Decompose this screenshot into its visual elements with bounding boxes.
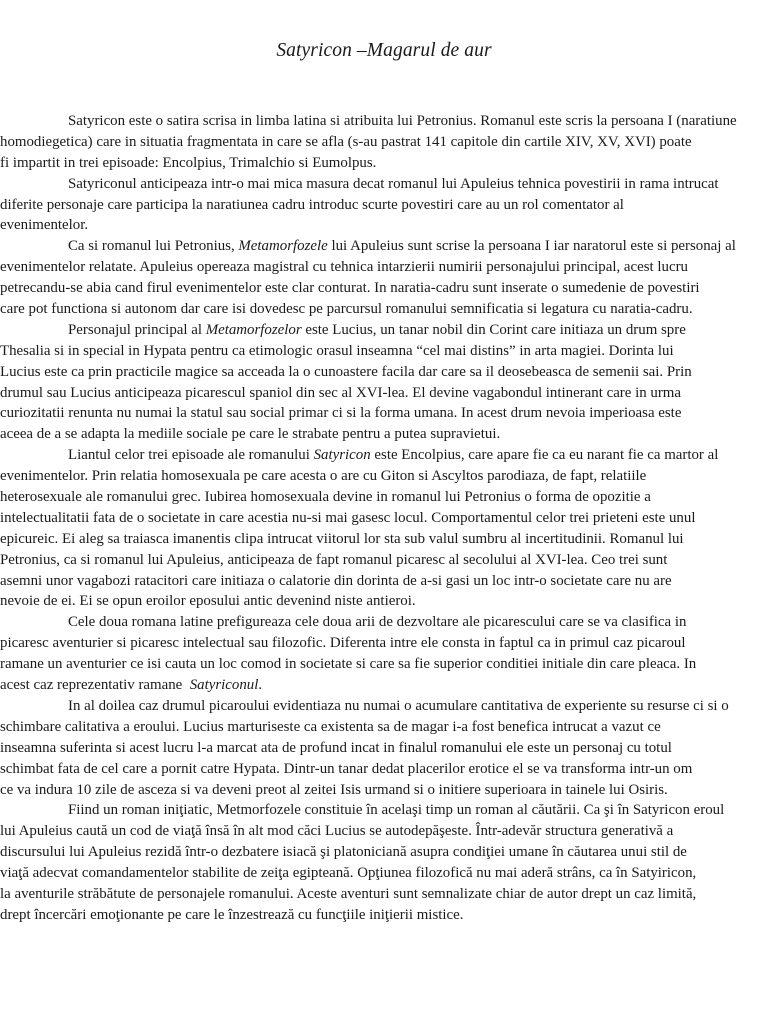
- text-line: [0, 738, 768, 759]
- line-text: drept încercări emoţionante pe care le înzestrează cu funcţiile iniţierii mistice.: [0, 906, 464, 923]
- document-title: Satyricon –Magarul de aur: [276, 40, 492, 61]
- text-line: [0, 299, 768, 320]
- line-text: ramane un aventurier ce isi cauta un loc comod in societate si care sa fie superior conditiei initiale din care pleaca. In: [0, 656, 697, 673]
- text-line: [62, 445, 768, 466]
- line-text: Fiind un roman iniţiatic, Metmorfozele constituie în acelaşi timp un roman al căutării. Ca şi în Satyricon eroul: [68, 802, 725, 819]
- line-text: In al doilea caz drumul picaroului evidentiaza nu numai o acumulare cantitativa de experiente su resurse ci si o: [68, 697, 729, 714]
- text-line: [0, 257, 768, 278]
- paragraph: [0, 236, 768, 320]
- line-text: este Lucius, un tanar nobil din Corint care initiaza un drum spre: [301, 321, 686, 338]
- text-line: [0, 550, 768, 571]
- line-text: acest caz reprezentativ ramane: [0, 677, 190, 694]
- text-line: [0, 905, 768, 926]
- line-text: evenimentelor.: [0, 217, 89, 234]
- line-text: Cele doua romana latine prefigureaza cele doua arii de dezvoltare ale picarescului care se va clasifica in: [68, 614, 687, 631]
- text-line: [0, 571, 768, 592]
- line-text: curiozitatii renunta nu numai la statul sau social primar ci si la forma umana. In acest drum nevoia imperioasa este: [0, 405, 682, 422]
- line-text: Satyricon este o satira scrisa in limba latina si atribuita lui Petronius. Romanul este scris la persoana I (naratiune: [68, 113, 737, 129]
- text-line: [62, 696, 768, 717]
- line-text: aceea de a se adapta la mediile sociale pe care le strabate pentru a putea supravietui.: [0, 426, 501, 443]
- text-line: [62, 612, 768, 633]
- line-text: nevoie de ei. Ei se opun eroilor eposului antic devenind niste antieroi.: [0, 593, 416, 610]
- line-text: fi impartit in trei episoade: Encolpius, Trimalchio si Eumolpus.: [0, 154, 377, 171]
- line-text: Lucius este ca prin practicile magice sa acceada la o cunoastere facila dar care sa il deosebeasca de semenii sai. Prin: [0, 363, 692, 380]
- text-line: [0, 403, 768, 424]
- line-text: picaresc aventurier si picaresc intelectual sau filozofic. Diferenta intre ele consta in faptul ca in primul caz picaroul: [0, 635, 686, 652]
- text-line: [0, 529, 768, 550]
- paragraph: [0, 612, 768, 696]
- text-line: [62, 320, 768, 341]
- line-text: homodiegetica) care in situatia fragmentata in care se afla (s-au pastrat 141 capitole din cartile XIV, XV, XVI) poate: [0, 133, 692, 150]
- text-line: [62, 111, 768, 132]
- line-text: Personajul principal al: [68, 321, 206, 338]
- text-line: [62, 174, 768, 195]
- line-text: heterosexuale ale romanului grec. Iubirea homosexuala devine in romanul lui Petronius o forma de opozitie a: [0, 489, 651, 506]
- line-text: intelectualitatii fata de o societate in care acestia nu-si mai gasesc locul. Comportamentul celor trei prieteni este unul: [0, 509, 696, 526]
- text-line: [0, 215, 768, 236]
- line-text: schimbat fata de cel care a pornit catre Hypata. Dintr-un tanar dedat placerilor erotice el se va transforma intr-un om: [0, 760, 693, 777]
- italic-title-text: Satyricon: [313, 447, 371, 464]
- line-text: petrecandu-se abia cand firul evenimentelor este clar conturat. In naratia-cadru sunt inserate o sumedenie de povestiri: [0, 280, 700, 297]
- text-line: [0, 675, 768, 696]
- line-text: Petronius, ca si romanul lui Apuleius, anticipeaza de fapt romanul picaresc al secolului al XVI-lea. Ceo trei sunt: [0, 551, 668, 568]
- text-line: [0, 466, 768, 487]
- text-line: [0, 633, 768, 654]
- line-text: la aventurile străbătute de personajele romanului. Aceste aventuri sunt semnalizate chiar de autor drept un caz limită,: [0, 885, 697, 902]
- text-line: [0, 759, 768, 780]
- text-line: [0, 132, 768, 153]
- text-line: [0, 884, 768, 905]
- text-line: [0, 341, 768, 362]
- text-line: [0, 383, 768, 404]
- line-text: evenimentelor. Prin relatia homosexuala pe care acesta o are cu Giton si Ascyltos parodiaza, de fapt, relatiile: [0, 468, 647, 485]
- text-line: [0, 654, 768, 675]
- line-text: viaţă adecvat comandamentelor stabilite de zeiţa egipteană. Opţiunea filozofică nu mai aderă strâns, ca în Satyiricon,: [0, 865, 697, 882]
- text-line: [0, 153, 768, 174]
- text-line: [0, 278, 768, 299]
- text-line: [0, 842, 768, 863]
- paragraph: [0, 320, 768, 445]
- line-text: care pot functiona si autonom dar care isi dovedesc pe parcursul romanului semnificatia si legatura cu naratia-cadru.: [0, 301, 693, 318]
- italic-title-text: Metamorfozele: [238, 238, 328, 255]
- line-text: schimbare calitativa a eroului. Lucius marturiseste ca existenta sa de magar i-a fost benefica intrucat a vazut ce: [0, 718, 661, 735]
- text-line: [62, 800, 768, 821]
- line-text: Ca si romanul lui Petronius,: [68, 238, 239, 255]
- line-text: Thesalia si in special in Hypata pentru ca etimologic orasul inseamna “cel mai distins” in arta magiei. Dorinta lui: [0, 342, 674, 359]
- line-text: diferite personaje care participa la naratiunea cadru introduc scurte povestiri care au un rol comentator al: [0, 196, 624, 213]
- italic-title-text: Metamorfozelor: [205, 321, 302, 338]
- text-line: [0, 591, 768, 612]
- text-line: [0, 863, 768, 884]
- line-text: Satyriconul anticipeaza intr-o mai mica masura decat romanul lui Apuleius tehnica povestirii in rama intrucat: [68, 175, 719, 192]
- line-text: epicureic. Ei aleg sa traiasca imanentis clipa intrucat viitorul lor sta sub valul sumbru al incertitudinii. Romanul lui: [0, 530, 684, 547]
- line-text: lui Apuleius sunt scrise la persoana I iar naratorul este si personaj al: [327, 238, 736, 255]
- line-text: lui Apuleius caută un cod de viaţă însă în alt mod căci Lucius se autodepăşeste. Într-adevăr structura generativă a: [0, 823, 674, 840]
- text-line: [0, 717, 768, 738]
- line-text: .: [258, 677, 263, 694]
- paragraph: [0, 445, 768, 612]
- italic-title-text: Satyriconul: [189, 677, 259, 694]
- text-line: [0, 508, 768, 529]
- line-text: este Encolpius, care apare fie ca eu narant fie ca martor al: [370, 447, 719, 464]
- text-line: [62, 236, 768, 257]
- paragraph: [0, 111, 768, 174]
- text-line: [0, 424, 768, 445]
- text-line: [0, 487, 768, 508]
- line-text: ce va indura 10 zile de asceza si va deveni preot al zeitei Isis urmand si o initiere superioara in tainele lui Osiris.: [0, 781, 668, 798]
- line-text: Liantul celor trei episoade ale romanului: [68, 447, 314, 464]
- line-text: evenimentelor relatate. Apuleius opereaza magistral cu tehnica intarzierii numirii personajului principal, acest lucru: [0, 259, 689, 276]
- paragraph: [0, 800, 768, 925]
- line-text: asemni unor vagabozi ratacitori care initiaza o calatorie din dorinta de a-si gasi un loc intr-o societate care nu are: [0, 572, 672, 589]
- text-line: [0, 195, 768, 216]
- line-text: discursului lui Apuleius rezidă într-o dezbatere isiacă şi platoniciană asupra condiţiei umane în căutarea unui stil de: [0, 844, 687, 861]
- line-text: inseamna suferinta si acest lucru l-a marcat ata de profund incat in finalul romanului ele este un personaj cu totul: [0, 739, 672, 756]
- text-line: [0, 780, 768, 801]
- line-text: drumul sau Lucius anticipeaza picarescul spaniol din sec al XVI-lea. El devine vagabondul intinerant care in urma: [0, 384, 681, 401]
- text-line: [0, 821, 768, 842]
- paragraph: [0, 696, 768, 800]
- document-body: [0, 111, 768, 926]
- paragraph: [0, 174, 768, 237]
- text-line: [0, 362, 768, 383]
